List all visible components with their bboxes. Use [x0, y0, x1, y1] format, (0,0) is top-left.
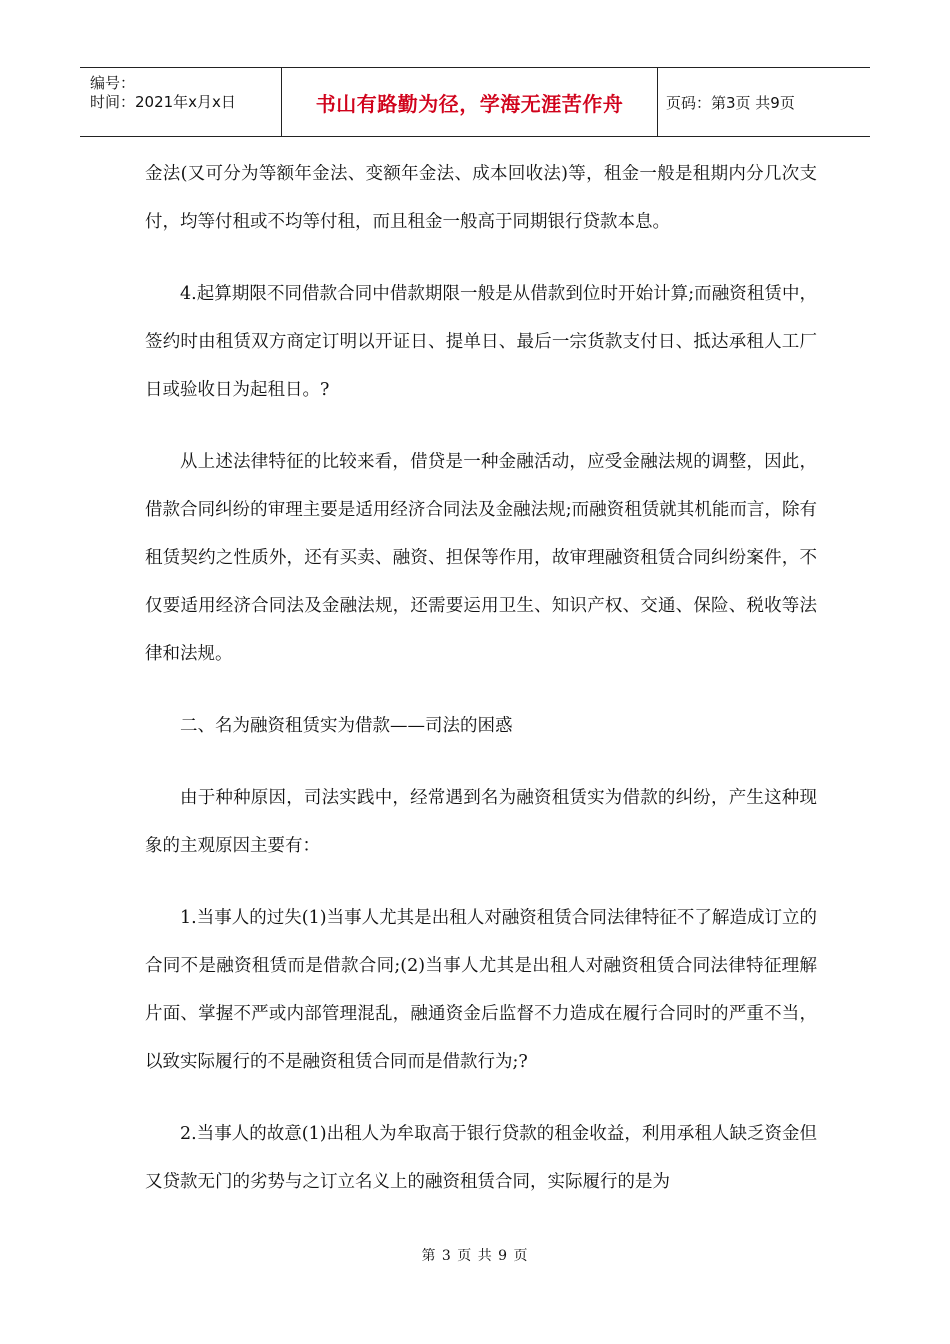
document-body — [145, 150, 817, 1230]
paragraph: 1.当事人的过失(1)当事人尤其是出租人对融资租赁合同法律特征不了解造成订立的合同不是融资租赁而是借款合同;(2)当事人尤其是出租人对融资租赁合同法律特征理解片面、掌握不严或内部管理混乱，融通资金后监督不力造成在履行合同时的严重不当，以致实际履行的不是融资租赁合同而是借款行为;? — [145, 908, 817, 1072]
page-footer: 第 3 页 共 9 页 — [421, 1248, 529, 1264]
header-page-info: 页码：第3页 共9页 — [666, 93, 795, 112]
paragraph: 从上述法律特征的比较来看，借贷是一种金融活动，应受金融法规的调整，因此，借款合同纠纷的审理主要是适用经济合同法及金融法规;而融资租赁就其机能而言，除有租赁契约之性质外，还有买卖、融资、担保等作用，故审理融资租赁合同纠纷案件，不仅要适用经济合同法及金融法规，还需要运用卫生、知识产权、交通、保险、税收等法律和法规。 — [145, 452, 817, 664]
paragraph: 由于种种原因，司法实践中，经常遇到名为融资租赁实为借款的纠纷，产生这种现象的主观原因主要有： — [145, 788, 817, 856]
header-motto: 书山有路勤为径，学海无涯苦作舟 — [282, 68, 658, 136]
document-number-label: 编号： — [90, 74, 136, 92]
section-heading: 二、名为融资租赁实为借款——司法的困惑 — [180, 716, 513, 736]
header-meta — [80, 68, 282, 136]
page-header — [80, 67, 870, 137]
paragraph: 2.当事人的故意(1)出租人为牟取高于银行贷款的租金收益，利用承租人缺乏资金但又贷款无门的劣势与之订立名义上的融资租赁合同，实际履行的是为 — [145, 1124, 817, 1192]
document-time-label: 时间：2021年x月x日 — [90, 93, 236, 111]
paragraph: 金法(又可分为等额年金法、变额年金法、成本回收法)等，租金一般是租期内分几次支付，均等付租或不均等付租，而且租金一般高于同期银行贷款本息。 — [145, 164, 817, 232]
paragraph: 4.起算期限不同借款合同中借款期限一般是从借款到位时开始计算;而融资租赁中，签约时由租赁双方商定订明以开证日、提单日、最后一宗货款支付日、抵达承租人工厂日或验收日为起租日。? — [145, 284, 817, 400]
